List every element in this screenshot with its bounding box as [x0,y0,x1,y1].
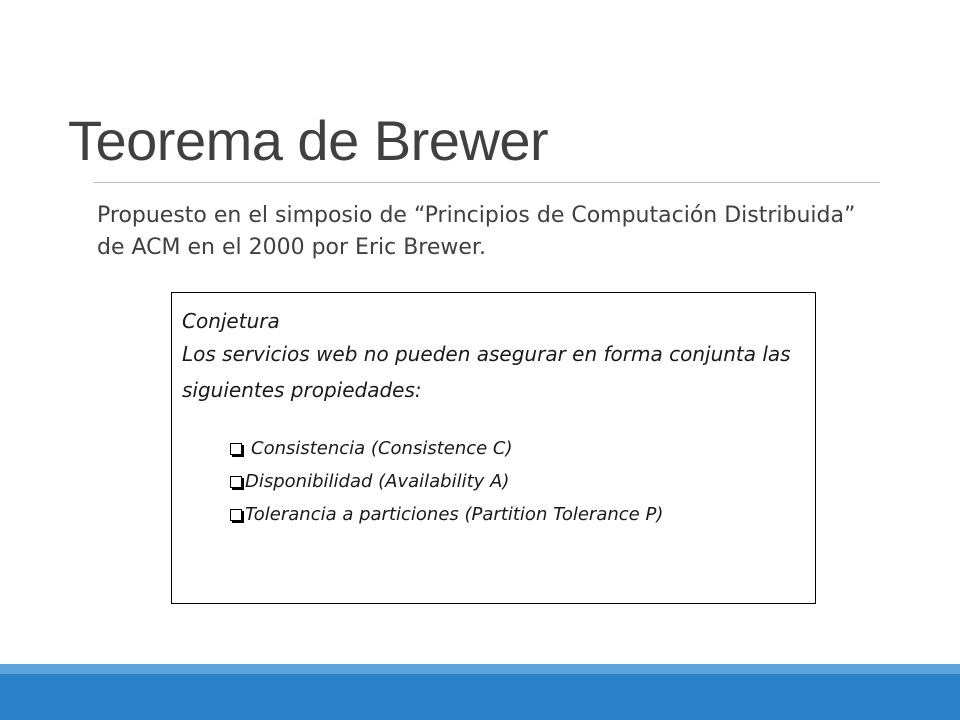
checkbox-bullet-icon [230,443,242,455]
footer-bar [0,664,960,720]
property-label: Tolerancia a particiones (Partition Tolerance P) [245,504,664,525]
slide-subtitle: Propuesto en el simposio de “Principios de Computación Distribuida” de ACM en el 2000 por Eric Brewer. [97,203,856,260]
list-item [230,432,805,465]
checkbox-bullet-icon [230,476,242,488]
property-list [230,432,805,531]
conjecture-text: Los servicios web no pueden asegurar en forma conjunta las siguientes propiedades: [182,342,791,402]
title-divider [93,182,880,183]
conjecture-box [171,292,816,604]
checkbox-bullet-icon [230,509,242,521]
property-label: Consistencia (Consistence C) [251,438,513,459]
list-item [230,465,805,498]
list-item [230,498,805,531]
slide-title: Teorema de Brewer [68,109,549,172]
property-label: Disponibilidad (Availability A) [245,471,510,492]
conjecture-heading: Conjetura [182,309,280,333]
